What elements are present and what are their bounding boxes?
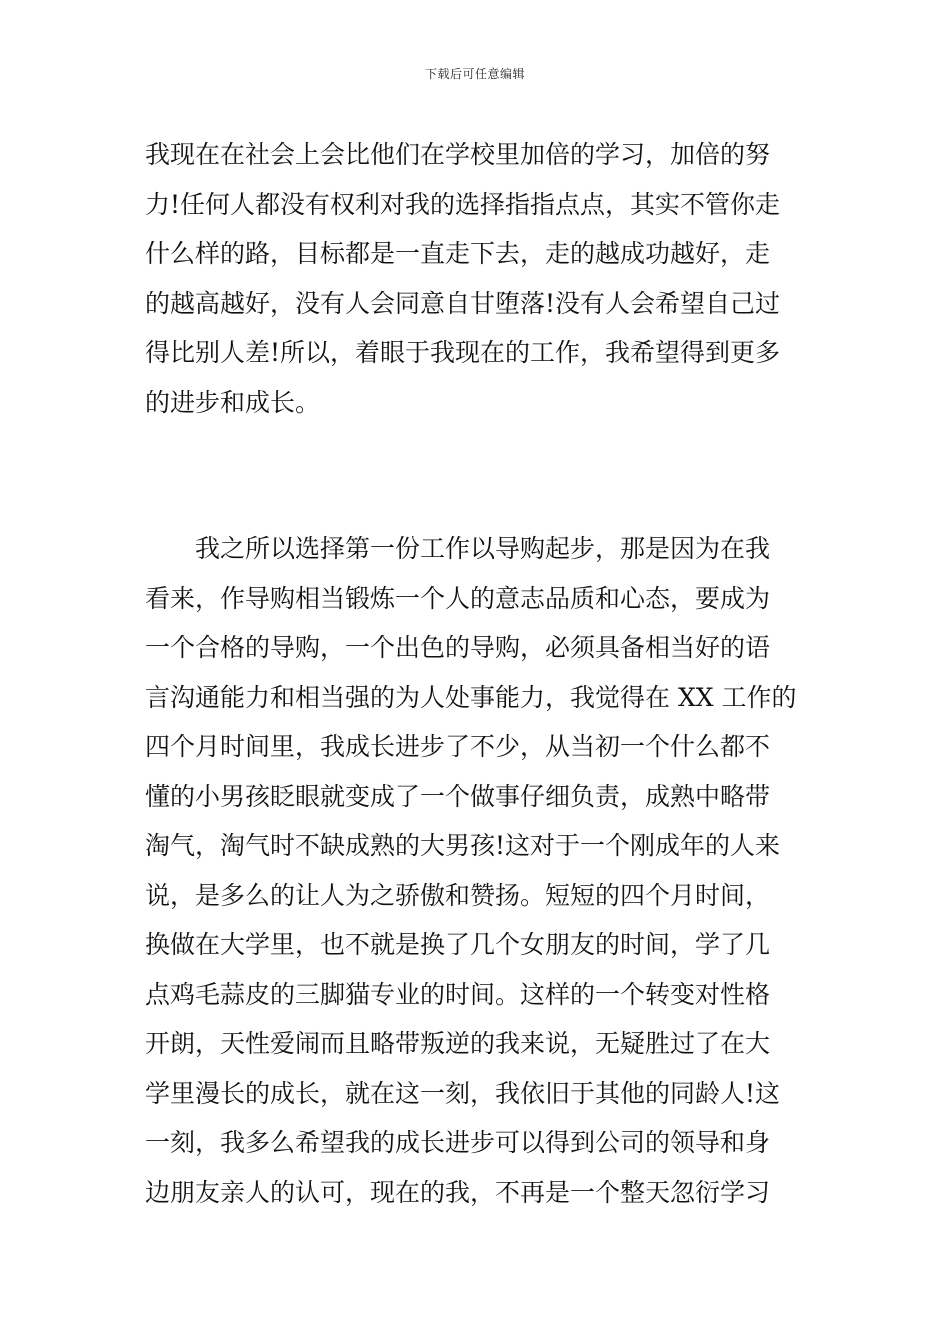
paragraph-line: 我之所以选择第一份工作以导购起步，那是因为在我 [195,534,771,563]
paragraph-2 [145,524,809,1217]
paragraph-line: 四个月时间里，我成长进步了不少，从当初一个什么都不 [145,732,771,761]
paragraph-line: 点鸡毛蒜皮的三脚猫专业的时间。这样的一个转变对性格 [145,979,771,1009]
paragraph-line: 懂的小男孩眨眼就变成了一个做事仔细负责，成熟中略带 [145,781,771,811]
page-header-note: 下载后可任意编辑 [424,67,525,81]
paragraph-line: 什么样的路，目标都是一直走下去，走的越成功越好，走 [145,239,771,268]
paragraph-line: 力!任何人都没有权利对我的选择指指点点，其实不管你走 [145,189,781,219]
paragraph-line: 说，是多么的让人为之骄傲和赞扬。短短的四个月时间， [145,880,771,910]
paragraph-line: 学里漫长的成长，就在这一刻，我依旧于其他的同龄人!这 [145,1078,781,1108]
paragraph-line: 一刻，我多么希望我的成长进步可以得到公司的领导和身 [145,1128,771,1157]
paragraph-1 [145,130,809,427]
paragraph-line: 一个合格的导购，一个出色的导购，必须具备相当好的语 [145,633,771,662]
paragraph-line: 我现在在社会上会比他们在学校里加倍的学习，加倍的努 [145,140,771,169]
paragraph-line: 开朗，天性爱闹而且略带叛逆的我来说，无疑胜过了在大 [145,1029,771,1058]
paragraph-line: 边朋友亲人的认可，现在的我，不再是一个整天忽衍学习 [145,1177,771,1207]
paragraph-line: 的进步和成长。 [145,387,321,417]
paragraph-line: 看来，作导购相当锻炼一个人的意志品质和心态，要成为 [145,583,771,613]
paragraph-line: 言沟通能力和相当强的为人处事能力，我觉得在 XX 工作的 [145,682,797,712]
paragraph-line: 换做在大学里，也不就是换了几个女朋友的时间，学了几 [145,930,771,959]
paragraph-line: 得比别人差!所以，着眼于我现在的工作，我希望得到更多 [145,338,781,367]
paragraph-line: 淘气，淘气时不缺成熟的大男孩!这对于一个刚成年的人来 [145,831,781,860]
paragraph-line: 的越高越好，没有人会同意自甘堕落!没有人会希望自己过 [145,288,781,318]
